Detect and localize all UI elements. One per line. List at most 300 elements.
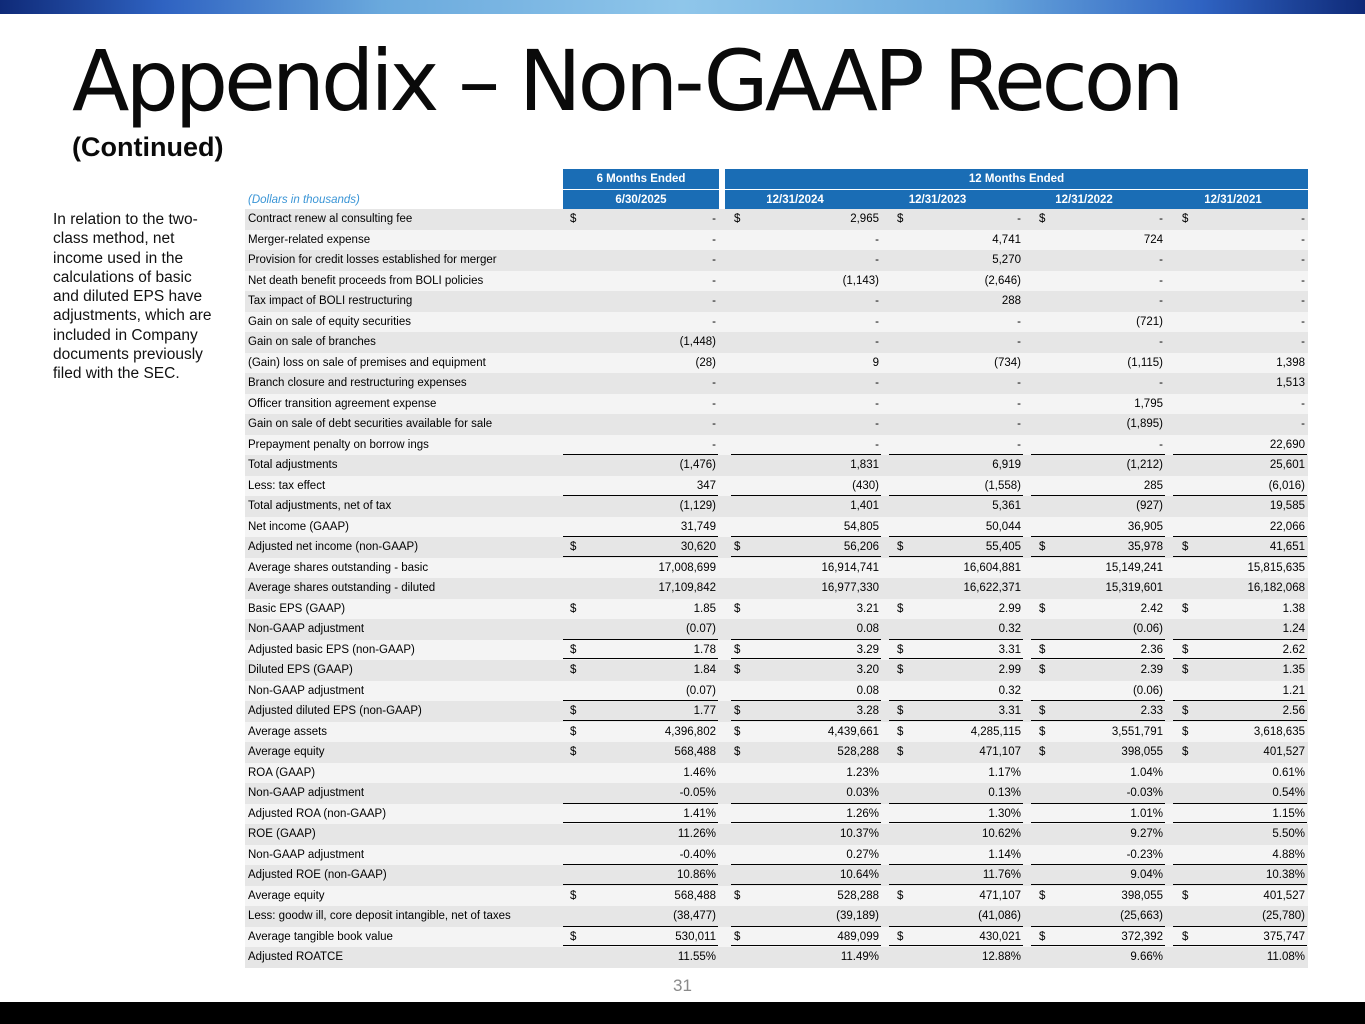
value-cell: 36,905: [1127, 520, 1163, 533]
value-cell: 0.32: [998, 684, 1021, 697]
table-row: [245, 701, 1308, 722]
value-cell: 12.88%: [981, 951, 1021, 963]
row-label: Net death benefit proceeds from BOLI policies: [248, 274, 484, 287]
row-label: Branch closure and restructuring expenses: [248, 377, 467, 389]
value-cell: (734): [994, 356, 1021, 369]
table-row: [245, 742, 1308, 763]
value-cell: (39,189): [836, 910, 879, 922]
value-cell: -: [1017, 377, 1021, 389]
dollar-sign: $: [570, 725, 577, 738]
value-cell: (2,646): [984, 274, 1021, 287]
value-cell: -: [1017, 315, 1021, 328]
column-header-2022: 12/31/2022: [1010, 190, 1158, 210]
dollar-sign: $: [897, 930, 904, 943]
value-cell: (1,448): [679, 336, 716, 348]
page-number: 31: [673, 976, 692, 995]
value-cell: 1.77: [693, 705, 716, 717]
value-cell: 398,055: [1121, 889, 1163, 902]
value-cell: 2.99: [998, 602, 1021, 615]
value-cell: 3.20: [856, 664, 879, 676]
value-cell: (1,143): [842, 274, 879, 287]
value-cell: 4,439,661: [827, 725, 879, 738]
group-header-6-months: 6 Months Ended: [563, 169, 719, 189]
value-cell: -: [1301, 295, 1305, 307]
value-cell: 1.24: [1282, 623, 1305, 635]
table-row: [245, 271, 1308, 292]
row-label: Adjusted basic EPS (non-GAAP): [248, 643, 415, 656]
value-cell: (25,663): [1120, 910, 1163, 922]
value-cell: -: [1301, 274, 1305, 287]
value-cell: 16,914,741: [821, 561, 879, 574]
value-cell: 22,066: [1269, 520, 1305, 533]
row-label: Less: tax effect: [248, 479, 326, 492]
table-row: [245, 619, 1308, 640]
row-label: Net income (GAAP): [248, 520, 349, 533]
value-cell: 6,919: [992, 459, 1021, 471]
dollar-sign: $: [734, 725, 741, 738]
value-cell: -: [712, 377, 716, 389]
value-cell: 2.33: [1140, 705, 1163, 717]
value-cell: -: [1301, 336, 1305, 348]
dollar-sign: $: [734, 664, 741, 676]
table-row: [245, 230, 1308, 251]
value-cell: -: [875, 315, 879, 328]
value-cell: -: [1159, 274, 1163, 287]
row-label: Adjusted ROA (non-GAAP): [248, 807, 387, 820]
value-cell: 2,965: [850, 213, 879, 225]
row-label: Adjusted net income (non-GAAP): [248, 541, 419, 553]
value-cell: 3.31: [998, 643, 1021, 656]
value-cell: -: [875, 254, 879, 266]
row-label: (Gain) loss on sale of premises and equipment: [248, 356, 486, 369]
value-cell: -: [875, 438, 879, 451]
value-cell: 568,488: [674, 889, 716, 902]
row-label: ROA (GAAP): [248, 766, 316, 779]
table-row: [245, 578, 1308, 599]
dollar-sign: $: [1182, 213, 1189, 225]
value-cell: 1.14%: [988, 848, 1021, 861]
value-cell: -: [712, 315, 716, 328]
value-cell: 489,099: [837, 930, 879, 943]
value-cell: (38,477): [673, 910, 716, 922]
dollar-sign: $: [1039, 643, 1046, 656]
column-header-row: [245, 190, 1308, 210]
dollar-sign: $: [734, 643, 741, 656]
value-cell: 5,361: [992, 500, 1021, 512]
value-cell: -: [1301, 418, 1305, 430]
value-cell: -: [1301, 254, 1305, 266]
value-cell: -: [712, 295, 716, 307]
value-cell: 10.64%: [839, 869, 879, 881]
value-cell: -: [875, 233, 879, 246]
value-cell: 2.39: [1140, 664, 1163, 676]
table-row: [245, 558, 1308, 579]
value-cell: 1.46%: [683, 766, 716, 779]
value-cell: -: [1017, 438, 1021, 451]
row-label: Contract renew al consulting fee: [248, 213, 413, 225]
value-cell: 3.29: [856, 643, 879, 656]
table-row: [245, 435, 1308, 456]
dollar-sign: $: [570, 602, 577, 615]
value-cell: 30,620: [680, 541, 716, 553]
row-label: Average equity: [248, 889, 325, 902]
value-cell: 1,513: [1276, 377, 1305, 389]
value-cell: (1,115): [1127, 356, 1163, 369]
value-cell: 0.08: [856, 623, 879, 635]
value-cell: 17,008,699: [658, 561, 716, 574]
row-label: Average equity: [248, 746, 325, 758]
dollar-sign: $: [1182, 664, 1189, 676]
value-cell: 10.62%: [981, 828, 1021, 840]
value-cell: -: [1301, 397, 1305, 410]
dollar-sign: $: [1039, 746, 1046, 758]
value-cell: -: [1159, 254, 1163, 266]
table-row: [245, 660, 1308, 681]
table-row: [245, 537, 1308, 558]
table-row: [245, 804, 1308, 825]
row-label: Average shares outstanding - basic: [248, 561, 429, 574]
row-label: Less: goodw ill, core deposit intangible, net of taxes: [248, 910, 511, 922]
dollar-sign: $: [1182, 705, 1189, 717]
page-subtitle: (Continued): [72, 132, 224, 162]
row-label: Non-GAAP adjustment: [248, 623, 365, 635]
dollar-sign: $: [1039, 725, 1046, 738]
dollar-sign: $: [1039, 664, 1046, 676]
row-label: Gain on sale of debt securities available for sale: [248, 418, 493, 430]
row-label: Non-GAAP adjustment: [248, 684, 365, 697]
value-cell: 1.26%: [846, 807, 879, 820]
value-cell: 1.41%: [683, 807, 716, 820]
side-note: In relation to the two-class method, net income used in the calculations of basic and diluted EPS have adjustments, which are included in Company documents previously filed with the SEC.: [53, 211, 212, 383]
row-label: Gain on sale of equity securities: [248, 315, 412, 328]
dollar-sign: $: [1039, 705, 1046, 717]
dollar-sign: $: [734, 889, 741, 902]
value-cell: 55,405: [985, 541, 1021, 553]
dollar-sign: $: [1039, 930, 1046, 943]
value-cell: 16,622,371: [963, 582, 1021, 594]
value-cell: 1.85: [693, 602, 716, 615]
table-row: [245, 927, 1308, 948]
table-row: [245, 886, 1308, 907]
page-title: Appendix – Non-GAAP Recon: [72, 32, 1181, 130]
value-cell: 3,618,635: [1253, 725, 1305, 738]
value-cell: 9.66%: [1130, 951, 1163, 963]
row-label: Total adjustments: [248, 459, 338, 471]
value-cell: 11.49%: [840, 951, 879, 963]
row-label: Prepayment penalty on borrow ings: [248, 438, 429, 451]
value-cell: 15,815,635: [1247, 561, 1305, 574]
row-label: Adjusted diluted EPS (non-GAAP): [248, 705, 422, 717]
value-cell: 15,319,601: [1105, 582, 1163, 594]
value-cell: 372,392: [1121, 930, 1163, 943]
dollar-sign: $: [570, 889, 577, 902]
value-cell: 4,741: [992, 233, 1021, 246]
value-cell: (430): [852, 479, 879, 492]
table-row: [245, 763, 1308, 784]
value-cell: -: [875, 418, 879, 430]
value-cell: 1.23%: [846, 766, 879, 779]
row-label: Officer transition agreement expense: [248, 397, 437, 410]
value-cell: 1.78: [693, 643, 716, 656]
dollar-sign: $: [1182, 643, 1189, 656]
value-cell: -: [1159, 438, 1163, 451]
dollar-sign: $: [734, 541, 741, 553]
value-cell: 0.13%: [988, 787, 1021, 799]
value-cell: -: [1301, 315, 1305, 328]
table-row: [245, 394, 1308, 415]
value-cell: -: [875, 336, 879, 348]
value-cell: -: [712, 233, 716, 246]
value-cell: 530,011: [675, 930, 716, 943]
row-label: Average assets: [248, 725, 328, 738]
row-label: Average tangible book value: [248, 930, 393, 943]
table-body: [245, 209, 1308, 968]
table-row: [245, 312, 1308, 333]
value-cell: 19,585: [1269, 500, 1305, 512]
table-row: [245, 496, 1308, 517]
dollar-sign: $: [570, 705, 577, 717]
value-cell: 3.31: [998, 705, 1021, 717]
dollar-sign: $: [1182, 541, 1189, 553]
value-cell: -0.23%: [1126, 848, 1163, 861]
value-cell: (1,558): [984, 479, 1021, 492]
table-row: [245, 250, 1308, 271]
value-cell: 2.62: [1282, 643, 1305, 656]
value-cell: 0.08: [856, 684, 879, 697]
dollar-sign: $: [897, 725, 904, 738]
value-cell: -: [875, 377, 879, 389]
dollar-sign: $: [570, 213, 577, 225]
value-cell: 0.27%: [846, 848, 879, 861]
value-cell: 1,795: [1134, 397, 1163, 410]
table-row: [245, 455, 1308, 476]
value-cell: (1,129): [679, 500, 716, 512]
value-cell: 285: [1143, 479, 1163, 492]
dollar-sign: $: [570, 746, 577, 758]
value-cell: 3,551,791: [1111, 725, 1163, 738]
value-cell: 3.21: [856, 602, 879, 615]
row-label: Gain on sale of branches: [248, 336, 376, 348]
value-cell: 1.15%: [1272, 807, 1305, 820]
row-label: Average shares outstanding - diluted: [248, 582, 436, 594]
value-cell: (28): [695, 356, 716, 369]
value-cell: 347: [696, 479, 716, 492]
value-cell: 1,831: [850, 459, 879, 471]
value-cell: 15,149,241: [1105, 561, 1163, 574]
dollar-sign: $: [570, 664, 577, 676]
value-cell: 16,977,330: [821, 582, 879, 594]
column-header-2023: 12/31/2023: [865, 190, 1010, 210]
value-cell: 4.88%: [1272, 848, 1305, 861]
table-row: [245, 722, 1308, 743]
value-cell: 1,401: [850, 500, 879, 512]
value-cell: 0.32: [998, 623, 1021, 635]
table-row: [245, 947, 1308, 968]
value-cell: 10.86%: [676, 869, 716, 881]
dollar-sign: $: [897, 705, 904, 717]
dollar-sign: $: [897, 664, 904, 676]
value-cell: 1.17%: [988, 766, 1021, 779]
value-cell: 3.28: [856, 705, 879, 717]
dollar-sign: $: [734, 705, 741, 717]
top-gradient-bar: [0, 0, 1365, 14]
value-cell: -: [712, 254, 716, 266]
value-cell: -: [875, 295, 879, 307]
dollar-sign: $: [570, 930, 577, 943]
value-cell: -0.40%: [679, 848, 716, 861]
dollar-sign: $: [897, 643, 904, 656]
value-cell: 50,044: [985, 520, 1021, 533]
value-cell: 16,182,068: [1247, 582, 1305, 594]
value-cell: -: [1159, 213, 1163, 225]
table-row: [245, 373, 1308, 394]
table-row: [245, 291, 1308, 312]
value-cell: 398,055: [1121, 746, 1163, 758]
value-cell: 11.55%: [677, 951, 716, 963]
value-cell: (927): [1136, 500, 1163, 512]
value-cell: -0.03%: [1126, 787, 1163, 799]
value-cell: 1.84: [693, 664, 716, 676]
dollar-sign: $: [1039, 602, 1046, 615]
row-label: ROE (GAAP): [248, 828, 316, 840]
table-row: [245, 640, 1308, 661]
table-row: [245, 476, 1308, 497]
dollar-sign: $: [734, 930, 741, 943]
value-cell: (25,780): [1262, 910, 1305, 922]
dollar-sign: $: [897, 541, 904, 553]
value-cell: -: [712, 438, 716, 451]
value-cell: -: [875, 397, 879, 410]
dollar-sign: $: [897, 746, 904, 758]
dollar-sign: $: [897, 889, 904, 902]
table-row: [245, 845, 1308, 866]
value-cell: 11.08%: [1266, 951, 1305, 963]
value-cell: 471,107: [979, 889, 1021, 902]
value-cell: 401,527: [1263, 746, 1305, 758]
table-row: [245, 209, 1308, 230]
value-cell: 9.27%: [1130, 828, 1163, 840]
non-gaap-recon-table: [245, 169, 1308, 968]
value-cell: 9.04%: [1130, 869, 1163, 881]
row-label: Adjusted ROE (non-GAAP): [248, 869, 387, 881]
table-row: [245, 353, 1308, 374]
value-cell: (0.06): [1132, 623, 1163, 635]
value-cell: 724: [1143, 233, 1163, 246]
value-cell: 10.38%: [1265, 869, 1305, 881]
units-label: (Dollars in thousands): [248, 193, 360, 206]
table-row: [245, 599, 1308, 620]
value-cell: 2.36: [1140, 643, 1163, 656]
value-cell: 375,747: [1263, 930, 1305, 943]
table-row: [245, 865, 1308, 886]
group-header-12-months: 12 Months Ended: [725, 169, 1308, 189]
row-label: Non-GAAP adjustment: [248, 848, 365, 861]
group-header-row: [245, 169, 1308, 189]
value-cell: -: [712, 418, 716, 430]
value-cell: 1.01%: [1130, 807, 1163, 820]
value-cell: 17,109,842: [658, 582, 716, 594]
value-cell: 528,288: [837, 746, 879, 758]
value-cell: 10.37%: [839, 828, 879, 840]
row-label: Non-GAAP adjustment: [248, 787, 365, 799]
value-cell: (0.06): [1132, 684, 1163, 697]
value-cell: 9: [872, 356, 879, 369]
value-cell: 4,285,115: [970, 725, 1021, 738]
bottom-bar: [0, 1002, 1365, 1024]
value-cell: 430,021: [979, 930, 1021, 943]
value-cell: (1,476): [679, 459, 716, 471]
dollar-sign: $: [897, 213, 904, 225]
value-cell: 41,651: [1269, 541, 1305, 553]
value-cell: 1.04%: [1130, 766, 1163, 779]
value-cell: -: [712, 397, 716, 410]
dollar-sign: $: [897, 602, 904, 615]
value-cell: 1.30%: [988, 807, 1021, 820]
value-cell: 1.21: [1282, 684, 1305, 697]
table-row: [245, 414, 1308, 435]
value-cell: 11.26%: [677, 828, 716, 840]
value-cell: 2.99: [998, 664, 1021, 676]
dollar-sign: $: [734, 213, 741, 225]
dollar-sign: $: [570, 541, 577, 553]
value-cell: 1.38: [1282, 602, 1305, 615]
row-label: Basic EPS (GAAP): [248, 602, 346, 615]
dollar-sign: $: [1182, 930, 1189, 943]
table-row: [245, 332, 1308, 353]
row-label: Total adjustments, net of tax: [248, 500, 392, 512]
value-cell: 54,805: [843, 520, 879, 533]
dollar-sign: $: [734, 602, 741, 615]
value-cell: (1,895): [1126, 418, 1163, 430]
value-cell: -: [1017, 418, 1021, 430]
value-cell: 288: [1001, 295, 1021, 307]
value-cell: 35,978: [1127, 541, 1163, 553]
value-cell: 568,488: [674, 746, 716, 758]
value-cell: -: [1017, 213, 1021, 225]
value-cell: -: [1159, 377, 1163, 389]
value-cell: 4,396,802: [664, 725, 716, 738]
row-label: Diluted EPS (GAAP): [248, 664, 353, 676]
value-cell: 31,749: [680, 520, 716, 533]
dollar-sign: $: [1039, 889, 1046, 902]
value-cell: -: [1017, 336, 1021, 348]
table-row: [245, 681, 1308, 702]
column-header-2021: 12/31/2021: [1158, 190, 1308, 210]
value-cell: -: [1301, 233, 1305, 246]
value-cell: 16,604,881: [963, 561, 1021, 574]
value-cell: 22,690: [1269, 438, 1305, 451]
value-cell: 2.56: [1282, 705, 1305, 717]
row-label: Merger-related expense: [248, 233, 371, 246]
dollar-sign: $: [734, 746, 741, 758]
dollar-sign: $: [570, 643, 577, 656]
value-cell: (0.07): [685, 684, 716, 697]
dollar-sign: $: [1039, 213, 1046, 225]
value-cell: 401,527: [1263, 889, 1305, 902]
dollar-sign: $: [1182, 889, 1189, 902]
value-cell: -: [1017, 397, 1021, 410]
row-label: Tax impact of BOLI restructuring: [248, 295, 413, 307]
value-cell: 5,270: [992, 254, 1021, 266]
dollar-sign: $: [1182, 725, 1189, 738]
table-row: [245, 783, 1308, 804]
dollar-sign: $: [1182, 602, 1189, 615]
value-cell: (721): [1136, 315, 1163, 328]
row-label: Adjusted ROATCE: [248, 951, 344, 963]
value-cell: 0.61%: [1272, 766, 1305, 779]
dollar-sign: $: [1039, 541, 1046, 553]
value-cell: (6,016): [1268, 479, 1305, 492]
